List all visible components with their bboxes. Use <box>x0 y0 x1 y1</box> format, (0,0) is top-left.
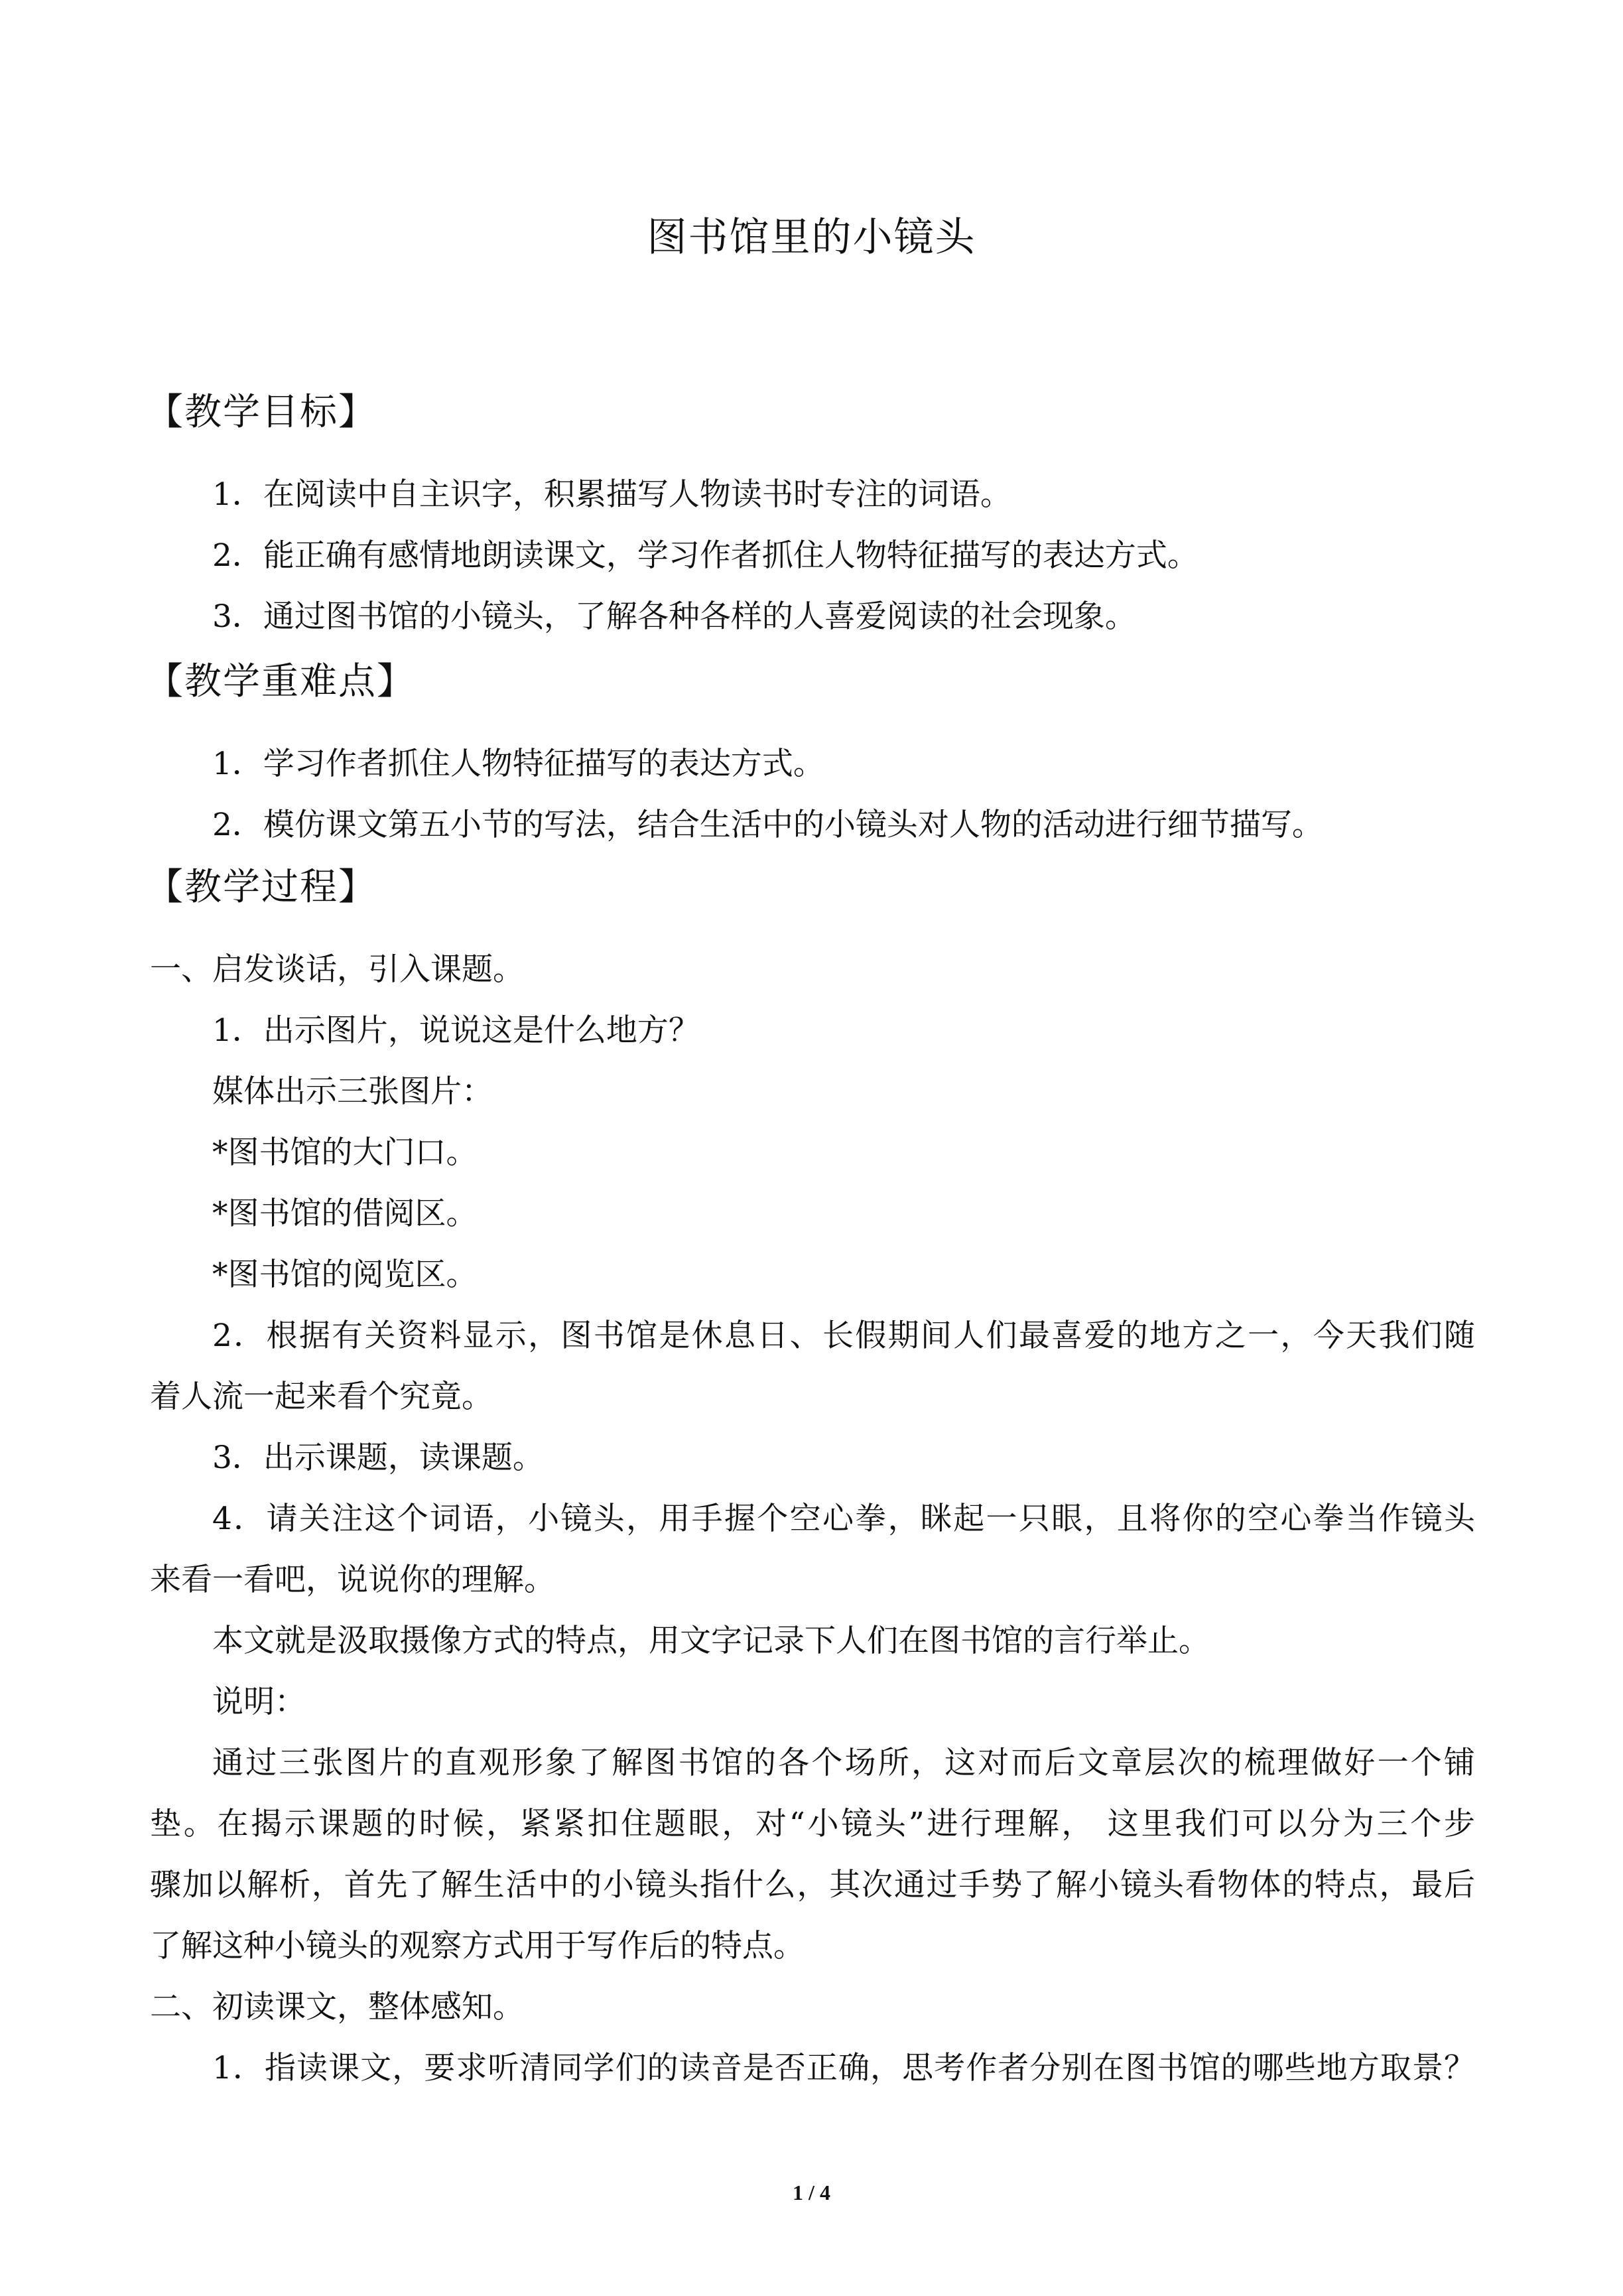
objective-item-3: 3．通过图书馆的小镜头，了解各种各样的人喜爱阅读的社会现象。 <box>212 598 1136 635</box>
process-line: 说明： <box>212 1684 306 1720</box>
page-number: 1 / 4 <box>793 2181 830 2204</box>
process-line: 通过三张图片的直观形象了解图书馆的各个场所，这对而后文章层次的梳理做好一个铺 <box>212 1745 1475 1781</box>
key-point-item-2: 2．模仿课文第五小节的写法，结合生活中的小镜头对人物的活动进行细节描写。 <box>212 807 1323 843</box>
objectives-heading: 【教学目标】 <box>146 391 377 434</box>
process-line: 垫。在揭示课题的时候，紧紧扣住题眼，对“小镜头”进行理解， 这里我们可以分为三个步 <box>150 1806 1475 1842</box>
process-line: 了解这种小镜头的观察方式用于写作后的特点。 <box>150 1928 805 1964</box>
process-line: *图书馆的大门口。 <box>212 1134 478 1171</box>
objective-item-2: 2．能正确有感情地朗读课文，学习作者抓住人物特征描写的表达方式。 <box>212 537 1199 574</box>
process-line: *图书馆的借阅区。 <box>212 1195 478 1232</box>
part1-title: 一、启发谈话，引入课题。 <box>150 951 524 988</box>
process-line: 2．根据有关资料显示，图书馆是休息日、长假期间人们最喜爱的地方之一，今天我们随 <box>212 1317 1475 1354</box>
document-title: 图书馆里的小镜头 <box>647 214 976 261</box>
process-line: 来看一看吧，说说你的理解。 <box>150 1562 555 1598</box>
process-line: 1．出示图片，说说这是什么地方？ <box>212 1012 700 1049</box>
process-line: 本文就是汲取摄像方式的特点，用文字记录下人们在图书馆的言行举止。 <box>212 1623 1210 1659</box>
process-heading: 【教学过程】 <box>146 866 377 909</box>
process-line: 骤加以解析，首先了解生活中的小镜头指什么，其次通过手势了解小镜头看物体的特点，最后 <box>150 1867 1475 1903</box>
part2-title: 二、初读课文，整体感知。 <box>150 1989 524 2025</box>
objective-item-1: 1．在阅读中自主识字，积累描写人物读书时专注的词语。 <box>212 476 1011 513</box>
key-points-heading: 【教学重难点】 <box>146 660 415 703</box>
process-line: 4．请关注这个词语，小镜头，用手握个空心拳，眯起一只眼，且将你的空心拳当作镜头 <box>212 1501 1475 1537</box>
process-line: 着人流一起来看个究竟。 <box>150 1379 493 1415</box>
process-line: 1．指读课文，要求听清同学们的读音是否正确，思考作者分别在图书馆的哪些地方取景？ <box>212 2050 1475 2086</box>
process-line: 媒体出示三张图片： <box>212 1073 493 1110</box>
process-line: *图书馆的阅览区。 <box>212 1256 478 1293</box>
key-point-item-1: 1．学习作者抓住人物特征描写的表达方式。 <box>212 746 824 782</box>
process-line: 3．出示课题，读课题。 <box>212 1440 544 1476</box>
